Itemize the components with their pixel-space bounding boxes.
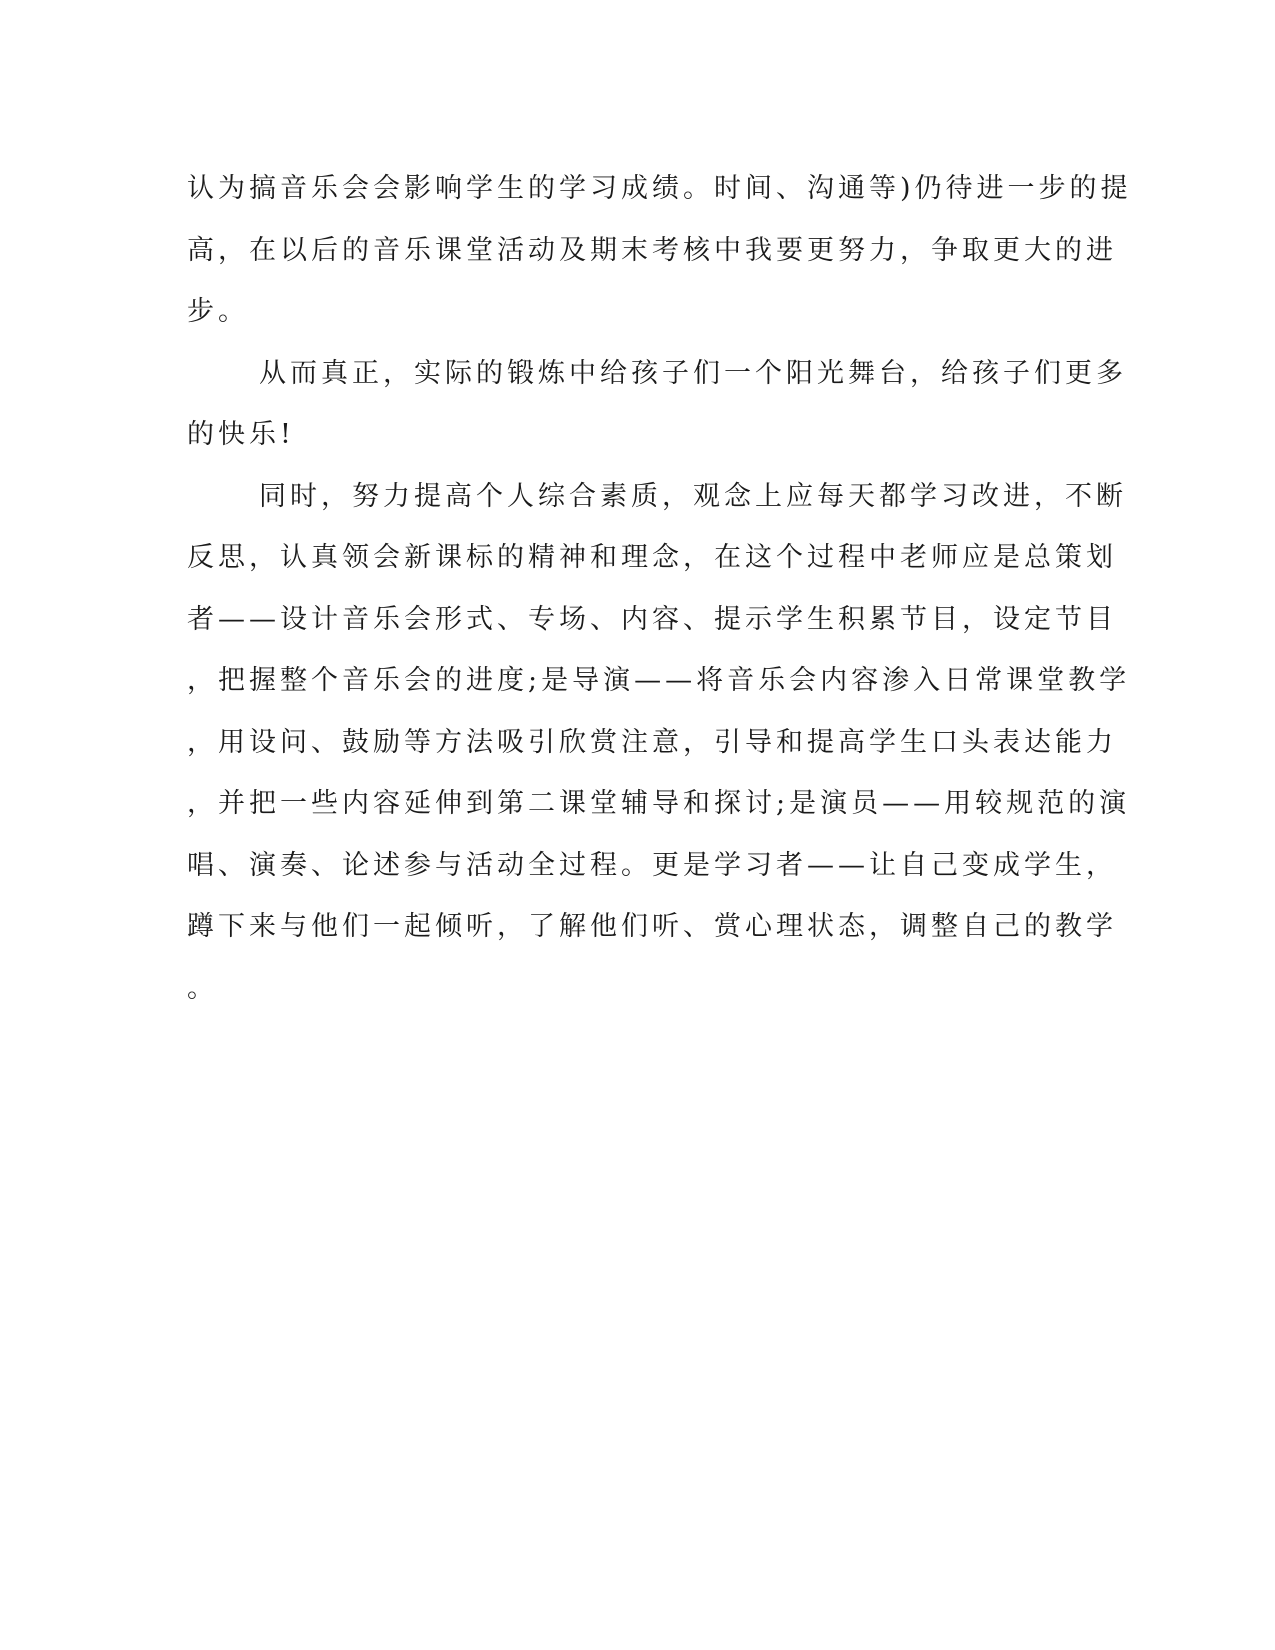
paragraph-start-line: 同时，努力提高个人综合素质，观念上应每天都学习改进，不断	[259, 480, 1127, 512]
text-line: 步。	[187, 296, 249, 327]
text-line: ，用设问、鼓励等方法吸引欣赏注意，引导和提高学生口头表达能力	[187, 726, 1117, 758]
text-line: 认为搞音乐会会影响学生的学习成绩。时间、沟通等)仍待进一步的提	[187, 173, 1132, 204]
text-line: 者——设计音乐会形式、专场、内容、提示学生积累节目，设定节目	[187, 603, 1117, 635]
text-line: 唱、演奏、论述参与活动全过程。更是学习者——让自己变成学生，	[187, 849, 1117, 881]
text-line: ，把握整个音乐会的进度;是导演——将音乐会内容渗入日常课堂教学	[187, 665, 1131, 696]
text-line: 反思，认真领会新课标的精神和理念，在这个过程中老师应是总策划	[187, 542, 1117, 573]
document-body	[187, 158, 1132, 1019]
text-line: 蹲下来与他们一起倾听，了解他们听、赏心理状态，调整自己的教学	[187, 911, 1117, 942]
paragraph-start-line: 从而真正，实际的锻炼中给孩子们一个阳光舞台，给孩子们更多	[259, 357, 1127, 389]
text-line: 的快乐!	[187, 419, 295, 450]
text-line: 高，在以后的音乐课堂活动及期末考核中我要更努力，争取更大的进	[187, 234, 1117, 266]
text-line: 。	[187, 972, 218, 1004]
text-line: ，并把一些内容延伸到第二课堂辅导和探讨;是演员——用较规范的演	[187, 788, 1131, 819]
